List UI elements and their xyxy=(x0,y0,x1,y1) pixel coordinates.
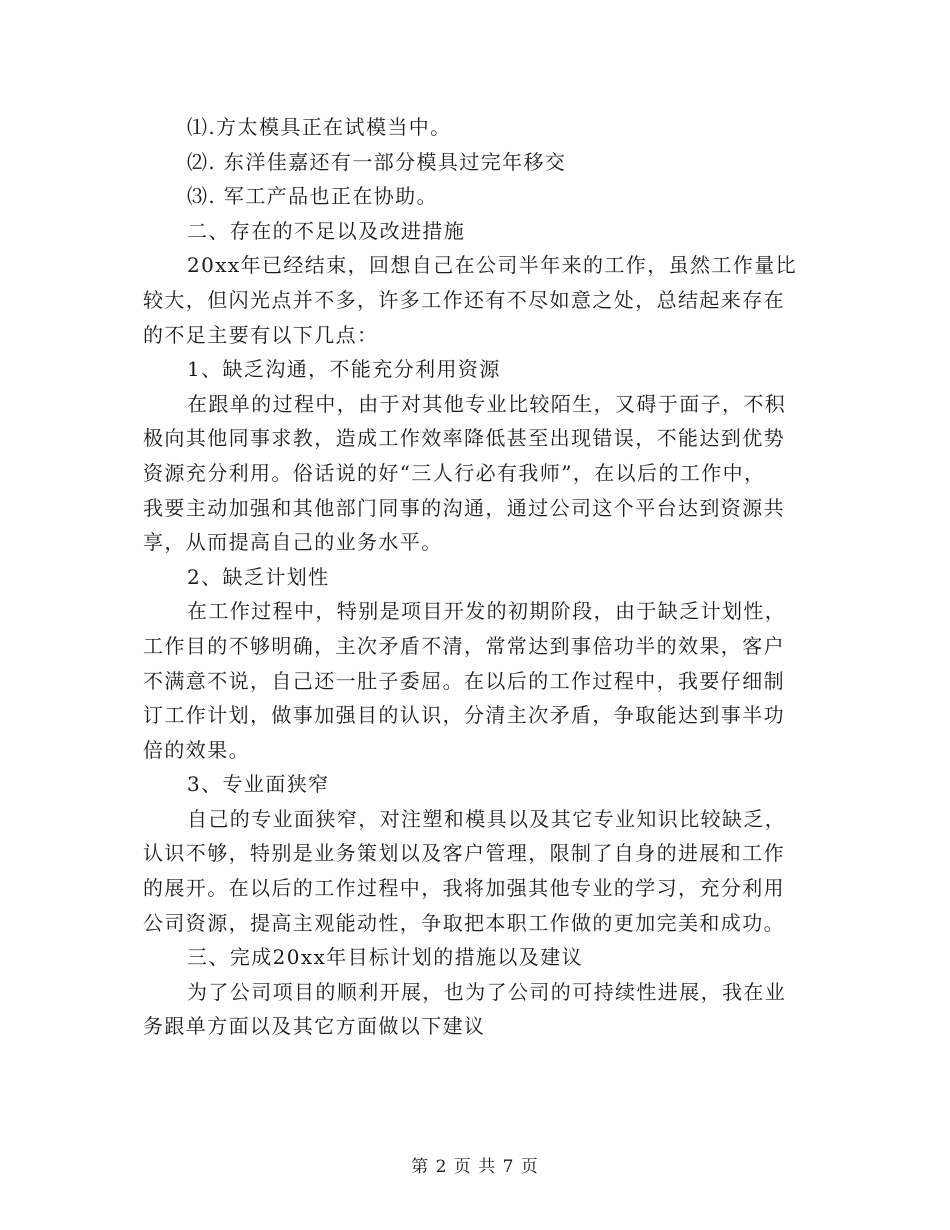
list-item: ⑴.方太模具正在试模当中。 xyxy=(187,115,452,139)
document-body xyxy=(143,110,803,1044)
paragraph-line: 为了公司项目的顺利开展，也为了公司的可持续性进展，我在业 xyxy=(187,979,787,1004)
paragraph-line: 20xx年已经结束，回想自己在公司半年来的工作，虽然工作量比 xyxy=(187,253,798,278)
paragraph-line: 享，从而提高自己的业务水平。 xyxy=(143,530,443,555)
page-number-footer: 第 2 页 共 7 页 xyxy=(411,1157,539,1177)
paragraph-line: 工作目的不够明确，主次矛盾不清，常常达到事倍功半的效果，客户 xyxy=(143,633,785,658)
list-item: ⑶. 军工产品也正在协助。 xyxy=(187,184,438,209)
paragraph-line: 较大，但闪光点并不多，许多工作还有不尽如意之处，总结起来存在 xyxy=(143,287,785,312)
paragraph-line: 自己的专业面狭窄，对注塑和模具以及其它专业知识比较缺乏， xyxy=(187,806,787,831)
paragraph-line: 资源充分利用。俗话说的好“三人行必有我师”，在以后的工作中， xyxy=(143,460,766,485)
subsection-heading: 2、缺乏计划性 xyxy=(187,564,330,589)
paragraph-line: 认识不够，特别是业务策划以及客户管理，限制了自身的进展和工作 xyxy=(143,841,785,866)
section-heading: 二、存在的不足以及改进措施 xyxy=(187,218,466,243)
paragraph-line: 的不足主要有以下几点： xyxy=(143,322,379,347)
subsection-heading: 1、缺乏沟通，不能充分利用资源 xyxy=(187,357,501,382)
paragraph-line: 极向其他同事求教，造成工作效率降低甚至出现错误，不能达到优势 xyxy=(143,426,785,451)
paragraph-line: 在工作过程中，特别是项目开发的初期阶段，由于缺乏计划性， xyxy=(187,599,787,624)
paragraph-line: 务跟单方面以及其它方面做以下建议 xyxy=(143,1014,486,1039)
section-heading: 三、完成20xx年目标计划的措施以及建议 xyxy=(187,945,584,970)
list-item: ⑵. 东洋佳嘉还有一部分模具过完年移交 xyxy=(187,149,567,174)
paragraph-line: 的展开。在以后的工作过程中，我将加强其他专业的学习，充分利用 xyxy=(143,876,785,901)
paragraph-line: 我要主动加强和其他部门同事的沟通，通过公司这个平台达到资源共 xyxy=(143,495,785,520)
paragraph-line: 在跟单的过程中，由于对其他专业比较陌生，又碍于面子，不积 xyxy=(187,391,787,416)
paragraph-line: 订工作计划，做事加强目的认识，分清主次矛盾，争取能达到事半功 xyxy=(143,703,785,728)
paragraph-line: 公司资源，提高主观能动性，争取把本职工作做的更加完美和成功。 xyxy=(143,910,785,935)
subsection-heading: 3、专业面狭窄 xyxy=(187,772,330,797)
paragraph-line: 倍的效果。 xyxy=(143,737,250,762)
paragraph-line: 不满意不说，自己还一肚子委屈。在以后的工作过程中，我要仔细制 xyxy=(143,668,785,693)
